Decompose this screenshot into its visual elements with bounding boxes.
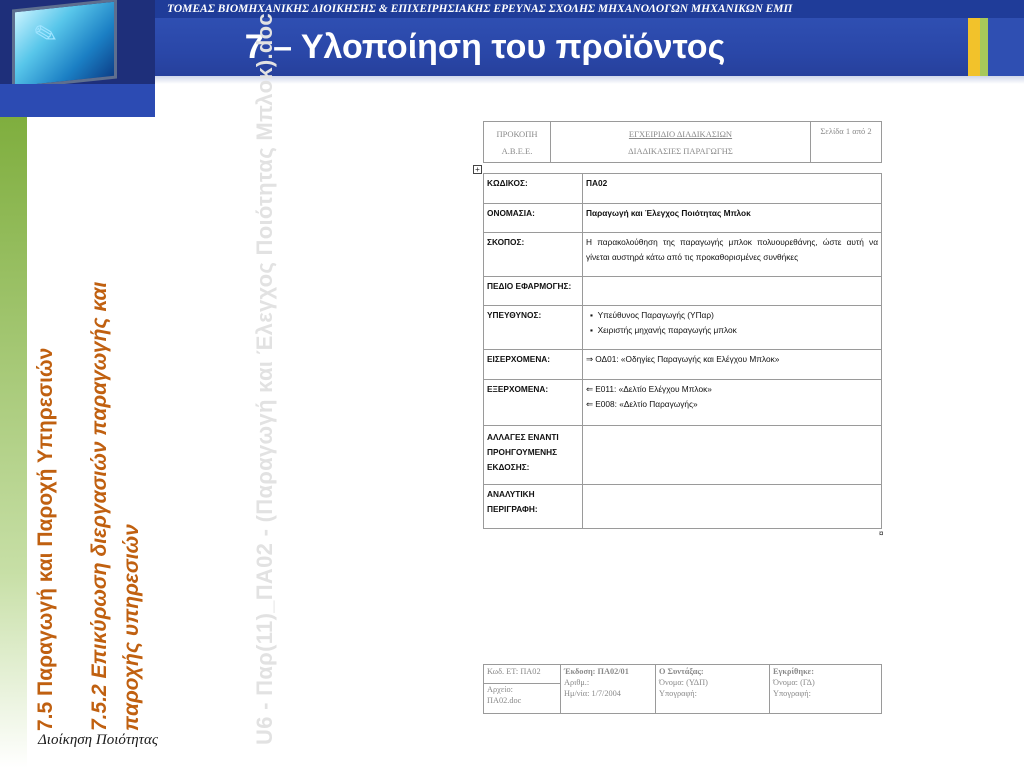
inputs-label: ΕΙΣΕΡΧΟΜΕΝΑ: [484,350,583,380]
double-arrow-left-icon: ⇐ [586,399,596,409]
yellow-stripe [968,18,980,76]
footer-edition: Έκδοση: ΠΑ02/01 [564,667,629,676]
subsection-heading-line1: 7.5.2 Επικύρωση διεργασιών παραγωγής και [88,281,111,731]
department-banner: ΤΟΜΕΑΣ ΒΙΟΜΗΧΑΝΙΚΗΣ ΔΙΟΙΚΗΣΗΣ & ΕΠΙΧΕΙΡΗΣΙΑΚΗΣ ΕΡΕΥΝΑΣ ΣΧΟΛΗΣ ΜΗΧΑΝΟΛΟΓΩΝ ΜΗΧΑΝΙΚΩΝ ΕΜΠ [155,0,1024,18]
computer-logo-icon [0,0,155,98]
footer-author-name: Όνομα: (ΥΔΠ) [659,678,708,687]
company-suffix: Α.Β.Ε.Ε. [501,145,533,156]
double-arrow-right-icon: ⇒ [586,354,596,364]
document-footer-table [483,664,882,714]
owner-list [583,306,882,350]
table-row [484,306,882,350]
footer-author-sign: Υπογραφή: [659,689,697,698]
list-item: ⇐ Ε011: «Δελτίο Ελέγχου Μπλοκ» [586,384,712,394]
document-header-table [483,121,882,163]
company-name-cell [484,122,551,163]
green-stripe [980,18,988,76]
description-value [583,485,882,529]
owner-label: ΥΠΕΥΘΥΝΟΣ: [484,306,583,350]
document-filename: U6 - Παρ(11)_ΠΑ02 - (Παραγωγή και Έλεγχος Ποιότητας Μπλοκ).doc [252,13,277,745]
header-shadow [155,76,1024,84]
purpose-label: ΣΚΟΠΟΣ: [484,233,583,277]
footer-edition-cell [561,665,656,714]
title-bar [155,18,1024,76]
square-bullet-icon: ▪ [590,310,598,320]
table-row [484,277,882,306]
footer-author-label: Ο Συντάξας: [659,667,704,676]
footer-file-label: Αρχείο: [484,683,560,695]
footer-approver-label: Εγκρίθηκε: [773,667,814,676]
manual-title: ΕΓΧΕΙΡΙΔΙΟ ΔΙΑΔΙΚΑΣΙΩΝ [628,128,733,139]
code-label: ΚΩΔΙΚΟΣ: [484,174,583,204]
footer-code: Κωδ. ΕΤ: ΠΑ02 [487,667,541,676]
outputs-label: ΕΞΕΡΧΟΜΕΝΑ: [484,380,583,426]
double-arrow-left-icon: ⇐ [586,384,596,394]
list-item: ▪ Χειριστής μηχανής παραγωγής μπλοκ [590,325,737,335]
slide-title: 7 – Υλοποίηση του προϊόντος [244,28,726,66]
purpose-value: Η παρακολούθηση της παραγωγής μπλοκ πολυουρεθάνης, ώστε αυτή να γίνεται αυστηρά κάτω από τις προκαθορισμένες συνθήκες [583,233,882,277]
cell-end-mark: ¤ [879,529,884,538]
table-row [484,350,882,380]
list-item: ▪ Υπεύθυνος Παραγωγής (ΥΠαρ) [590,310,714,320]
code-value: ΠΑ02 [583,174,882,204]
footer-approver-cell [770,665,882,714]
left-green-bar [0,117,27,768]
company-name: ΠΡΟΚΟΠΗ [496,128,538,139]
manual-title-cell [551,122,811,163]
footer-file: ΠΑ02.doc [487,696,522,705]
monitor-screen [12,0,117,90]
page-number: Σελίδα 1 από 2 [811,122,882,163]
inputs-list [583,350,882,380]
changes-label: ΑΛΛΑΓΕΣ ΕΝΑΝΤΙ ΠΡΟΗΓΟΥΜΕΝΗΣ ΕΚΔΟΣΗΣ: [484,426,583,485]
manual-subtitle: ΔΙΑΔΙΚΑΣΙΕΣ ΠΑΡΑΓΩΓΗΣ [628,145,733,156]
table-row [484,485,882,529]
name-value: Παραγωγή και Έλεγχος Ποιότητας Μπλοκ [583,204,882,233]
footer-approver-name: Όνομα: (ΓΔ) [773,678,815,687]
outputs-list [583,380,882,426]
footer-author-cell [656,665,770,714]
footer-number: Αριθμ.: [564,678,590,687]
footer-label: Διοίκηση Ποιότητας [38,732,159,748]
square-bullet-icon: ▪ [590,325,598,335]
list-item: ⇐ Ε008: «Δελτίο Παραγωγής» [586,399,698,409]
table-row [484,380,882,426]
table-row [484,426,882,485]
scope-label: ΠΕΔΙΟ ΕΦΑΡΜΟΓΗΣ: [484,277,583,306]
footer-date: Ημ/νία: 1/7/2004 [564,689,621,698]
table-row [484,174,882,204]
left-blue-block [0,98,155,117]
table-row [484,233,882,277]
logo-base [0,84,155,98]
footer-approver-sign: Υπογραφή: [773,689,811,698]
section-heading: 7.5 Παραγωγή και Παροχή Υπηρεσιών [34,347,57,731]
changes-value [583,426,882,485]
footer-code-cell [484,665,561,714]
procedure-table [483,173,882,529]
scope-value [583,277,882,306]
scribble-icon: ✎ [30,15,62,54]
blue-stripe [988,18,1024,76]
table-move-handle-icon[interactable]: + [473,165,482,174]
table-row [484,204,882,233]
list-item: ⇒ ΟΔ01: «Οδηγίες Παραγωγής και Ελέγχου Μπλοκ» [586,354,780,364]
name-label: ΟΝΟΜΑΣΙΑ: [484,204,583,233]
subsection-heading-line2: παροχής υπηρεσιών [120,524,143,731]
description-label: ΑΝΑΛΥΤΙΚΗ ΠΕΡΙΓΡΑΦΗ: [484,485,583,529]
